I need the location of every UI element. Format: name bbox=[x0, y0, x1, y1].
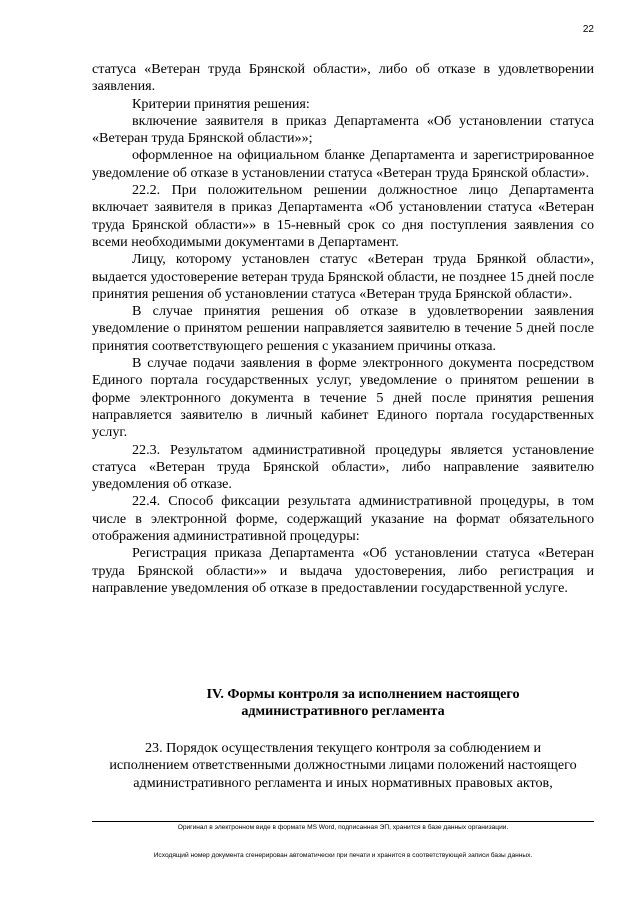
paragraph-registration: Регистрация приказа Департамента «Об установлении статуса «Ветеран труда Брянской области»» и выдача удостоверения, либо регистрация и направление уведомления об отказе в предоставлении государственной услуге. bbox=[92, 545, 594, 596]
section-heading-line-2: административного регламента bbox=[241, 703, 445, 720]
paragraph-23-line-1: 23. Порядок осуществления текущего контроля за соблюдением и bbox=[144, 740, 541, 756]
paragraph-criteria-1: включение заявителя в приказ Департамента «Об установлении статуса «Ветеран труда Брянской области»»; bbox=[92, 112, 594, 147]
paragraph-23-line-2: исполнением ответственными должностными лицами положений настоящего bbox=[109, 757, 577, 774]
paragraph-electronic-notice: В случае подачи заявления в форме электронного документа посредством Единого портала государственных услуг, уведомление о принятом решении в форме электронного документа в течение 5 дней после принятия решения направляется заявителю в личный кабинет Единого портала государственных услуг. bbox=[92, 355, 594, 441]
paragraph-continuation: статуса «Ветеран труда Брянской области», либо об отказе в удовлетворении заявления. bbox=[92, 61, 594, 95]
footer-note-number: Исходящий номер документа сгенерирован автоматически при печати и хранится в соответствующей записи базы данных. bbox=[153, 852, 533, 859]
paragraph-22-2: 22.2. При положительном решении должностное лицо Департамента включает заявителя в приказ Департамента «Об установлении статуса «Ветеран труда Брянской области»» в 15-невный срок со дня поступления заявления со всеми необходимыми документами в Департамент. bbox=[92, 182, 594, 250]
paragraph-refusal-notice: В случае принятия решения об отказе в удовлетворении заявления уведомление о принятом решении направляется заявителю в течение 5 дней после принятия соответствующего решения с указанием причины отказа. bbox=[92, 303, 594, 354]
paragraph-22-4: 22.4. Способ фиксации результата административной процедуры, в том числе в электронной форме, содержащий указание на формат обязательного отображения административной процедуры: bbox=[92, 493, 594, 545]
paragraph-23-line-3: административного регламента и иных нормативных правовых актов, bbox=[133, 774, 553, 791]
paragraph-criteria-heading: Критерии принятия решения: bbox=[132, 95, 310, 112]
section-heading bbox=[92, 686, 594, 721]
document-body bbox=[92, 61, 594, 597]
paragraph-certificate: Лицу, которому установлен статус «Ветеран труда Брянкой области», выдается удостоверение ветеран труда Брянской области, не позднее 15 дней после принятия решения об установлении статуса «Ветеран труда Брянской области». bbox=[92, 251, 594, 302]
page-number: 22 bbox=[582, 24, 594, 35]
paragraph-22-3: 22.3. Результатом административной процедуры является установление статуса «Ветеран труда Брянской области», либо направление заявителю уведомления об отказе. bbox=[92, 441, 594, 493]
footer-note-original: Оригинал в электронном виде в формате MS Word, подписанная ЭП, хранится в базе данных организации. bbox=[177, 824, 509, 831]
paragraph-23 bbox=[92, 740, 594, 792]
paragraph-criteria-2: оформленное на официальном бланке Департамента и зарегистрированное уведомление об отказе в установлении статуса «Ветеран труда Брянской области». bbox=[92, 147, 594, 181]
section-heading-line-1: IV. Формы контроля за исполнением настоящего bbox=[206, 686, 520, 702]
footer-divider bbox=[92, 821, 594, 822]
